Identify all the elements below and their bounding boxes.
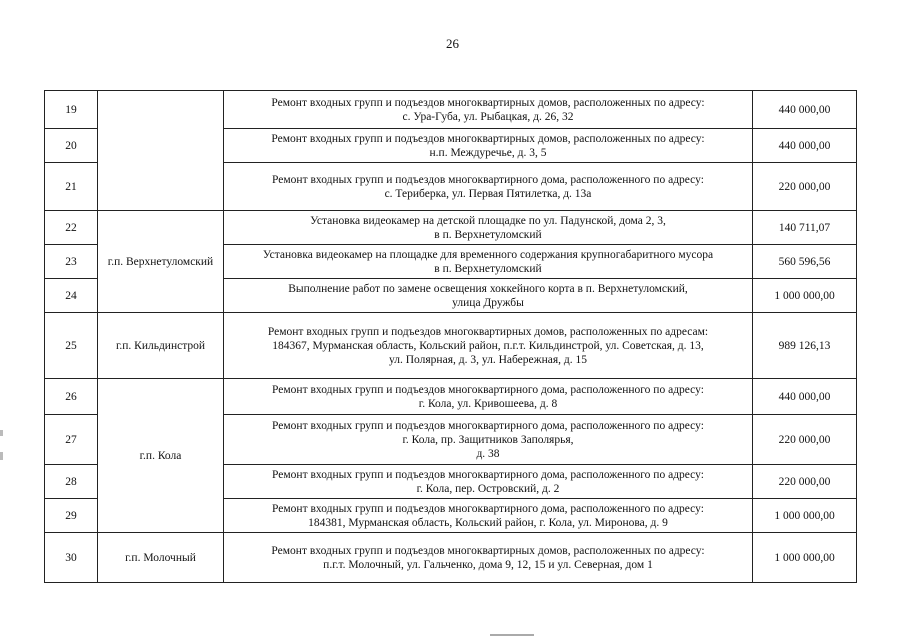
- amount-cell: 560 596,56: [753, 245, 857, 279]
- table-row: [45, 379, 857, 415]
- row-number: 20: [45, 129, 98, 163]
- amount-cell: 220 000,00: [753, 465, 857, 499]
- work-description: Выполнение работ по замене освещения хоккейного корта в п. Верхнетуломский, улица Дружбы: [224, 279, 753, 313]
- row-number: 28: [45, 465, 98, 499]
- budget-table: [44, 90, 857, 583]
- table-row: [45, 313, 857, 379]
- work-description: Ремонт входных групп и подъездов многоквартирного дома, расположенного по адресу: 184381, Мурманская область, Кольский район, г. Кола, ул. Миронова, д. 9: [224, 499, 753, 533]
- settlement-cell: г.п. Кола: [98, 379, 224, 533]
- work-description: Ремонт входных групп и подъездов многоквартирного дома, расположенного по адресу: г. Кола, ул. Кривошеева, д. 8: [224, 379, 753, 415]
- row-number: 25: [45, 313, 98, 379]
- work-description: Ремонт входных групп и подъездов многоквартирных домов, расположенных по адресу: п.г.т. Молочный, ул. Гальченко, дома 9, 12, 15 и ул. Северная, дом 1: [224, 533, 753, 583]
- row-number: 23: [45, 245, 98, 279]
- amount-cell: 1 000 000,00: [753, 279, 857, 313]
- amount-cell: 1 000 000,00: [753, 499, 857, 533]
- amount-cell: 989 126,13: [753, 313, 857, 379]
- row-number: 30: [45, 533, 98, 583]
- amount-cell: 440 000,00: [753, 379, 857, 415]
- settlement-cell: г.п. Верхнетуломский: [98, 211, 224, 313]
- row-number: 22: [45, 211, 98, 245]
- amount-cell: 1 000 000,00: [753, 533, 857, 583]
- table-row: [45, 533, 857, 583]
- work-description: Ремонт входных групп и подъездов многоквартирных домов, расположенных по адресам: 184367, Мурманская область, Кольский район, п.г.т. Кильдинстрой, ул. Советская, д. 13, ул. Полярная, д. 3, ул. Набережная, д. 15: [224, 313, 753, 379]
- work-description: Ремонт входных групп и подъездов многоквартирных домов, расположенных по адресу: н.п. Междуречье, д. 3, 5: [224, 129, 753, 163]
- row-number: 24: [45, 279, 98, 313]
- work-description: Ремонт входных групп и подъездов многоквартирного дома, расположенного по адресу: г. Кола, пр. Защитников Заполярья, д. 38: [224, 415, 753, 465]
- work-description: Ремонт входных групп и подъездов многоквартирного дома, расположенного по адресу: г. Кола, пер. Островский, д. 2: [224, 465, 753, 499]
- scan-artifact: [0, 430, 3, 436]
- amount-cell: 220 000,00: [753, 415, 857, 465]
- scan-artifact: [490, 634, 534, 636]
- work-description: Ремонт входных групп и подъездов многоквартирных домов, расположенных по адресу: с. Ура-Губа, ул. Рыбацкая, д. 26, 32: [224, 91, 753, 129]
- table-row: [45, 211, 857, 245]
- scan-artifact: [0, 452, 3, 460]
- work-description: Установка видеокамер на площадке для временного содержания крупногабаритного мусора в п. Верхнетуломский: [224, 245, 753, 279]
- settlement-cell: г.п. Кильдинстрой: [98, 313, 224, 379]
- settlement-cell: [98, 91, 224, 211]
- row-number: 29: [45, 499, 98, 533]
- work-description: Ремонт входных групп и подъездов многоквартирного дома, расположенного по адресу: с. Териберка, ул. Первая Пятилетка, д. 13а: [224, 163, 753, 211]
- amount-cell: 440 000,00: [753, 129, 857, 163]
- amount-cell: 140 711,07: [753, 211, 857, 245]
- work-description: Установка видеокамер на детской площадке по ул. Падунской, дома 2, 3, в п. Верхнетуломский: [224, 211, 753, 245]
- settlement-cell: г.п. Молочный: [98, 533, 224, 583]
- row-number: 21: [45, 163, 98, 211]
- page-number: 26: [446, 36, 459, 51]
- amount-cell: 220 000,00: [753, 163, 857, 211]
- amount-cell: 440 000,00: [753, 91, 857, 129]
- table-row: [45, 91, 857, 129]
- row-number: 19: [45, 91, 98, 129]
- row-number: 26: [45, 379, 98, 415]
- row-number: 27: [45, 415, 98, 465]
